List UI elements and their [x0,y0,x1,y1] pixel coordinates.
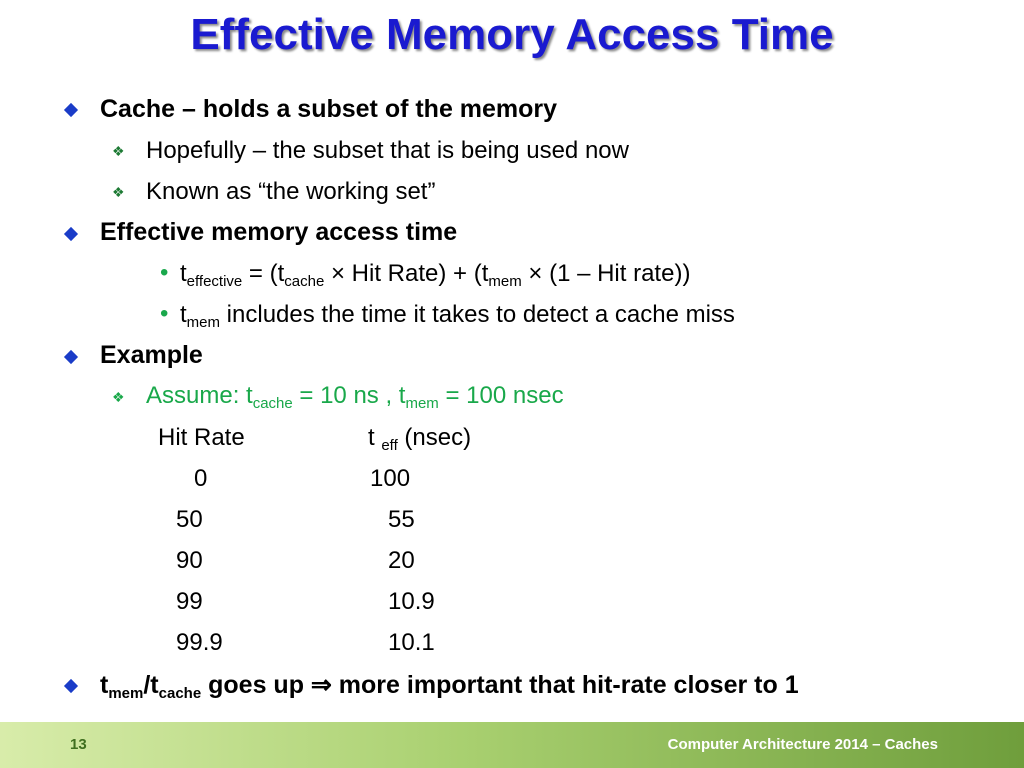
bullet-emat: Effective memory access time [100,218,458,246]
formula-line: $t_{effective} = (t_{cache}$ × Hit Rate) + ($t_{mem} \times (1$ – Hit rate)) [180,260,691,290]
table-cell-hit: 90 [176,547,203,574]
diamond-bullet-icon [64,103,78,117]
diamond-bullet-icon [64,350,78,364]
quad-diamond-bullet-icon: ❖ [112,143,125,159]
table-cell-hit: 99.9 [176,629,223,656]
footer-title: Computer Architecture 2014 – Caches [667,736,938,753]
quad-diamond-bullet-icon: ❖ [112,184,125,200]
table-header-teff: t $_{eff}$ (nsec) [368,424,472,454]
bullet-cache: Cache – holds a subset of the memory [100,95,558,123]
tmem-line: $t_{mem}$ includes the time it takes to detect a cache miss [180,301,735,331]
bullet-conclusion: $t_{mem}/t_{cache}$ goes up ⇒ more important that hit-rate closer to 1 [100,671,799,702]
table-cell-teff: 10.1 [388,629,435,656]
table-cell-teff: 10.9 [388,588,435,615]
slide-title: Effective Memory Access Time [190,10,834,59]
table-cell-teff: 55 [388,506,415,533]
dot-bullet-icon: • [160,300,169,327]
table-cell-teff: 20 [388,547,415,574]
table-cell-hit: 50 [176,506,203,533]
assume-line: Assume: $t_{cache} = 10$ ns , $t_{mem} = 100$ nsec [146,382,564,412]
quad-diamond-bullet-icon: ❖ [112,389,125,405]
bullet-example: Example [100,341,203,369]
diamond-bullet-icon [64,227,78,241]
sub-bullet-hopefully: Hopefully – the subset that is being used now [146,137,629,164]
diamond-bullet-icon [64,679,78,693]
table-cell-teff: 100 [370,465,411,492]
footer-bar [0,722,1024,768]
dot-bullet-icon: • [160,259,169,286]
sub-bullet-working-set: Known as “the working set” [146,178,436,205]
page-number: 13 [70,736,87,753]
table-cell-hit: 99 [176,588,203,615]
table-cell-hit: 0 [194,465,208,492]
table-header-hit-rate: Hit Rate [158,424,245,451]
